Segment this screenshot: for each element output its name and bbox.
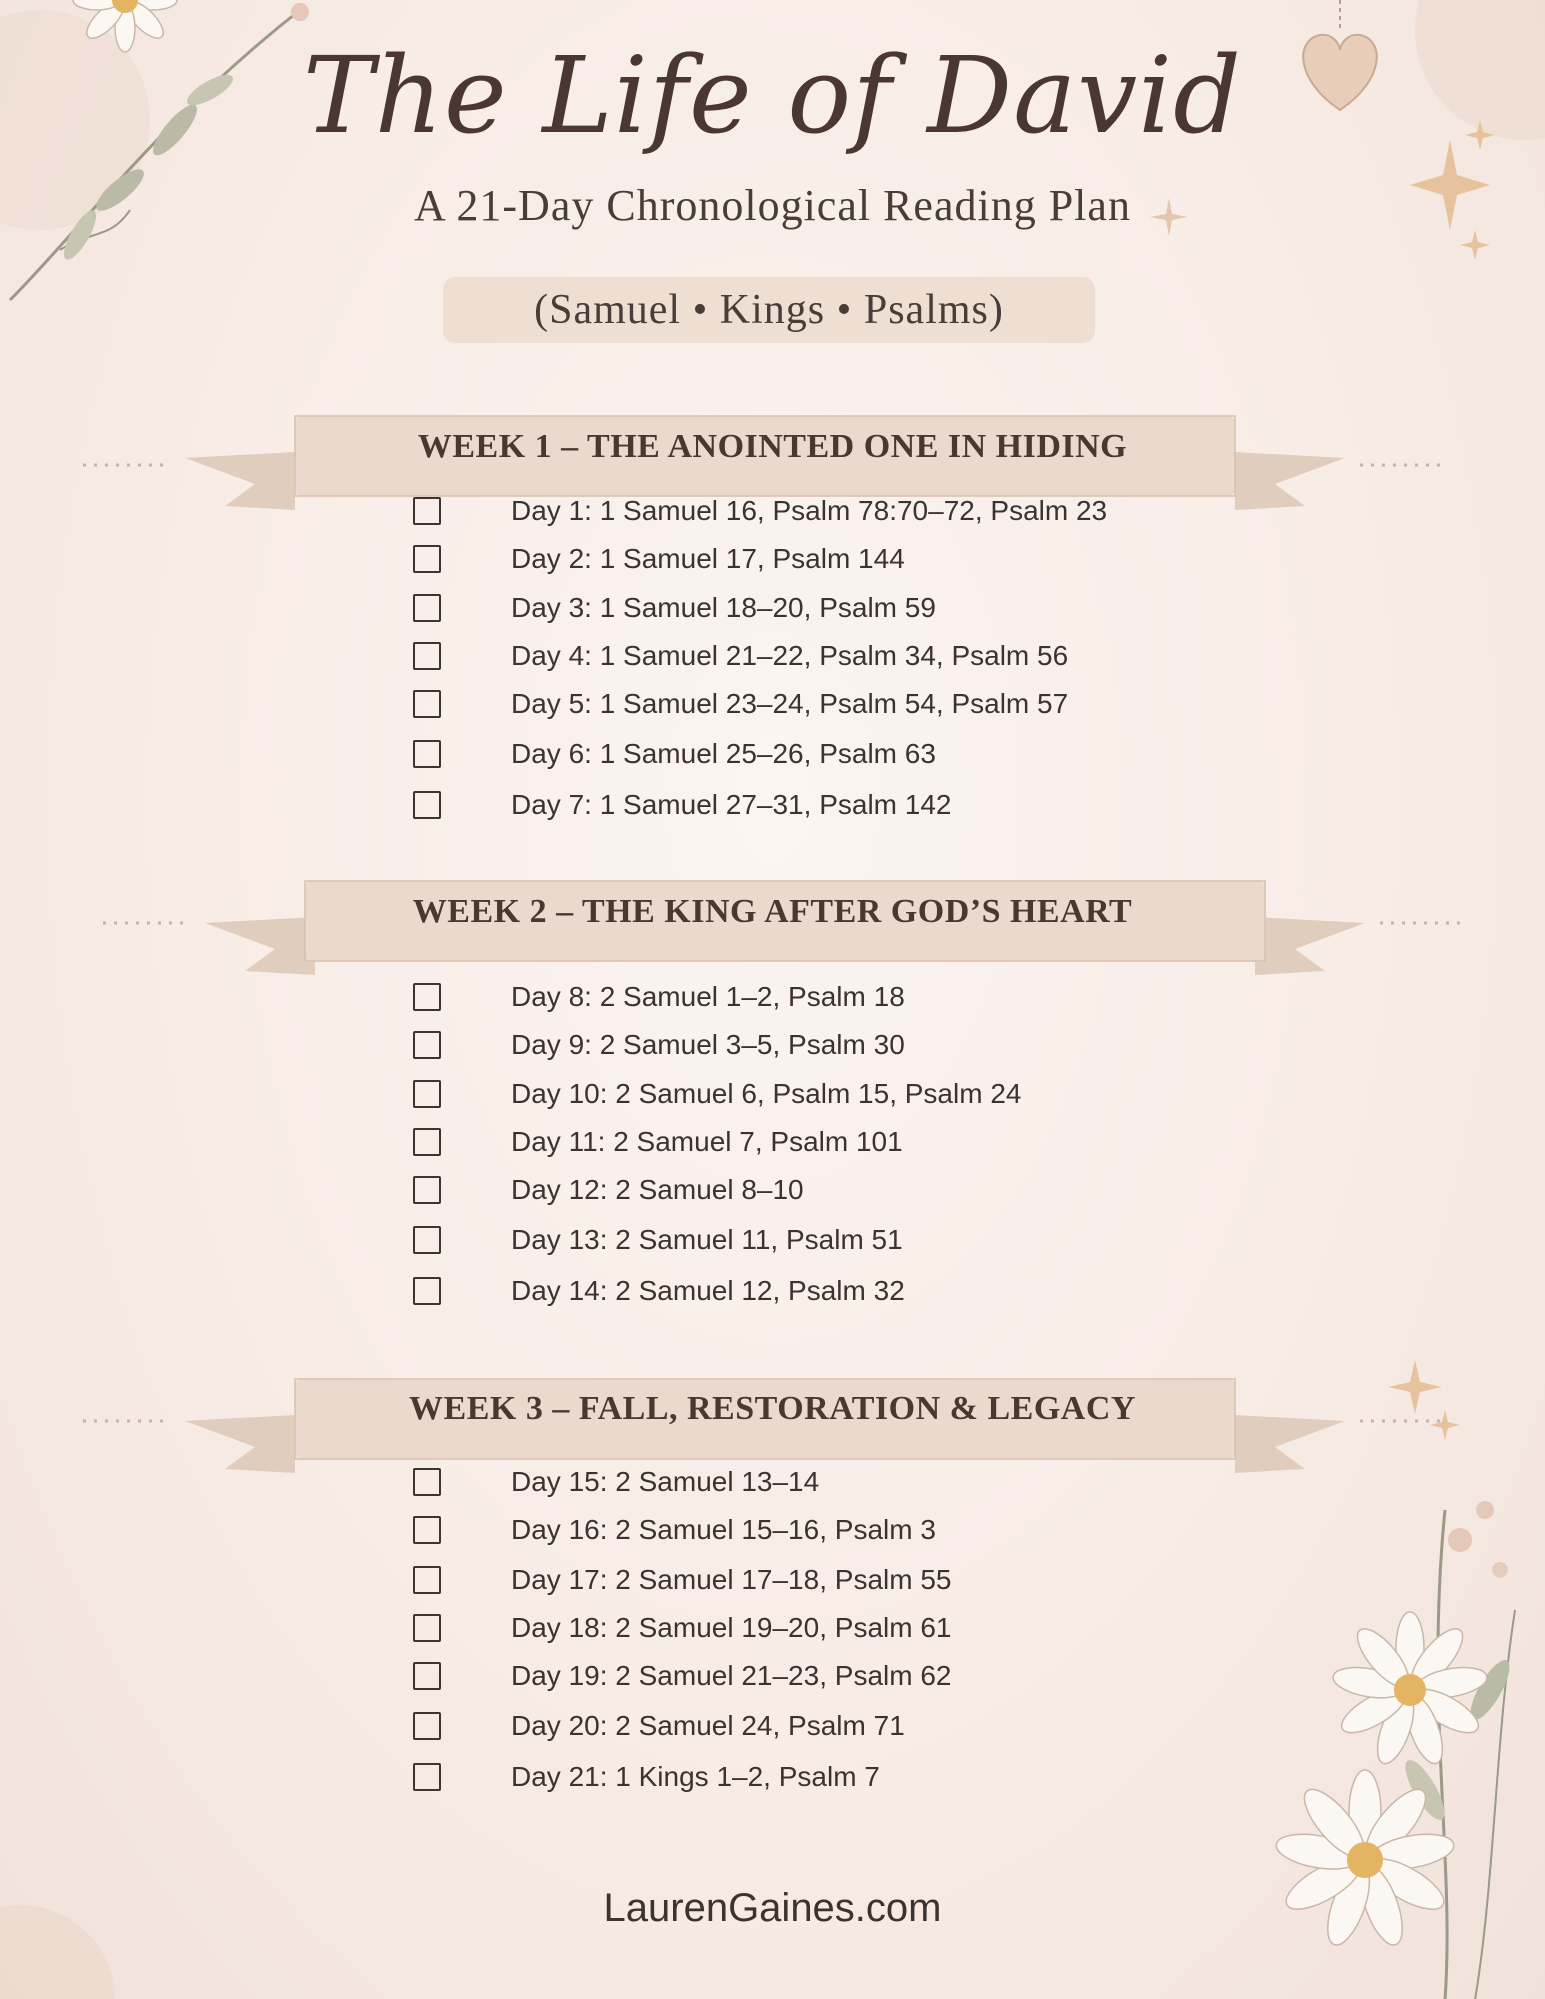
checkbox-icon[interactable] bbox=[413, 1516, 441, 1544]
day-label: Day 17: 2 Samuel 17–18, Psalm 55 bbox=[511, 1564, 952, 1595]
day-item bbox=[413, 590, 936, 626]
day-label: Day 21: 1 Kings 1–2, Psalm 7 bbox=[511, 1761, 880, 1792]
day-item bbox=[413, 638, 1068, 674]
day-item bbox=[413, 1562, 951, 1598]
week-2-title: WEEK 2 – THE KING AFTER GOD’S HEART bbox=[412, 893, 1133, 930]
day-item bbox=[413, 1076, 1021, 1112]
page-title: The Life of David bbox=[303, 34, 1242, 157]
day-label: Day 18: 2 Samuel 19–20, Psalm 61 bbox=[511, 1612, 952, 1643]
checkbox-icon[interactable] bbox=[413, 642, 441, 670]
checkbox-icon[interactable] bbox=[413, 1712, 441, 1740]
checkbox-icon[interactable] bbox=[413, 594, 441, 622]
checkbox-icon[interactable] bbox=[413, 791, 441, 819]
day-label: Day 16: 2 Samuel 15–16, Psalm 3 bbox=[511, 1514, 936, 1545]
day-item bbox=[413, 1273, 905, 1309]
page-subtitle: A 21-Day Chronological Reading Plan bbox=[414, 181, 1131, 230]
checkbox-icon[interactable] bbox=[413, 497, 441, 525]
checkbox-icon[interactable] bbox=[413, 1277, 441, 1305]
day-item bbox=[413, 686, 1068, 722]
day-item bbox=[413, 493, 1107, 529]
day-item bbox=[413, 541, 905, 577]
day-label: Day 5: 1 Samuel 23–24, Psalm 54, Psalm 57 bbox=[511, 688, 1069, 719]
day-item bbox=[413, 1658, 951, 1694]
day-item bbox=[413, 1464, 819, 1500]
day-label: Day 2: 1 Samuel 17, Psalm 144 bbox=[511, 543, 905, 574]
day-label: Day 12: 2 Samuel 8–10 bbox=[511, 1174, 804, 1205]
day-label: Day 7: 1 Samuel 27–31, Psalm 142 bbox=[511, 789, 952, 820]
day-label: Day 9: 2 Samuel 3–5, Psalm 30 bbox=[511, 1029, 905, 1060]
day-item bbox=[413, 1222, 903, 1258]
day-label: Day 1: 1 Samuel 16, Psalm 78:70–72, Psalm 23 bbox=[511, 495, 1108, 526]
checkbox-icon[interactable] bbox=[413, 1662, 441, 1690]
day-item bbox=[413, 736, 936, 772]
checkbox-icon[interactable] bbox=[413, 1468, 441, 1496]
books-banner: (Samuel • Kings • Psalms) bbox=[443, 277, 1095, 343]
day-item bbox=[413, 787, 951, 823]
day-item bbox=[413, 1124, 903, 1160]
day-label: Day 11: 2 Samuel 7, Psalm 101 bbox=[511, 1126, 903, 1157]
day-label: Day 4: 1 Samuel 21–22, Psalm 34, Psalm 56 bbox=[511, 640, 1069, 671]
checkbox-icon[interactable] bbox=[413, 1566, 441, 1594]
checkbox-icon[interactable] bbox=[413, 690, 441, 718]
checkbox-icon[interactable] bbox=[413, 1763, 441, 1791]
day-item bbox=[413, 979, 905, 1015]
day-label: Day 14: 2 Samuel 12, Psalm 32 bbox=[511, 1275, 905, 1306]
checkbox-icon[interactable] bbox=[413, 1176, 441, 1204]
footer-website[interactable]: LaurenGaines.com bbox=[603, 1886, 942, 1930]
day-label: Day 3: 1 Samuel 18–20, Psalm 59 bbox=[511, 592, 936, 623]
day-label: Day 15: 2 Samuel 13–14 bbox=[511, 1466, 820, 1497]
day-item bbox=[413, 1172, 804, 1208]
day-item bbox=[413, 1759, 880, 1795]
week-3-title: WEEK 3 – FALL, RESTORATION & LEGACY bbox=[409, 1390, 1136, 1427]
day-label: Day 8: 2 Samuel 1–2, Psalm 18 bbox=[511, 981, 905, 1012]
checkbox-icon[interactable] bbox=[413, 1128, 441, 1156]
day-label: Day 20: 2 Samuel 24, Psalm 71 bbox=[511, 1710, 905, 1741]
day-item bbox=[413, 1512, 936, 1548]
checkbox-icon[interactable] bbox=[413, 740, 441, 768]
checkbox-icon[interactable] bbox=[413, 983, 441, 1011]
day-item bbox=[413, 1708, 905, 1744]
week-1-title: WEEK 1 – THE ANOINTED ONE IN HIDING bbox=[417, 428, 1128, 465]
checkbox-icon[interactable] bbox=[413, 1031, 441, 1059]
day-label: Day 19: 2 Samuel 21–23, Psalm 62 bbox=[511, 1660, 952, 1691]
checkbox-icon[interactable] bbox=[413, 1614, 441, 1642]
checkbox-icon[interactable] bbox=[413, 545, 441, 573]
checkbox-icon[interactable] bbox=[413, 1080, 441, 1108]
day-item bbox=[413, 1027, 905, 1063]
day-label: Day 13: 2 Samuel 11, Psalm 51 bbox=[511, 1224, 903, 1255]
day-label: Day 6: 1 Samuel 25–26, Psalm 63 bbox=[511, 738, 936, 769]
checkbox-icon[interactable] bbox=[413, 1226, 441, 1254]
day-item bbox=[413, 1610, 951, 1646]
day-label: Day 10: 2 Samuel 6, Psalm 15, Psalm 24 bbox=[511, 1078, 1022, 1109]
